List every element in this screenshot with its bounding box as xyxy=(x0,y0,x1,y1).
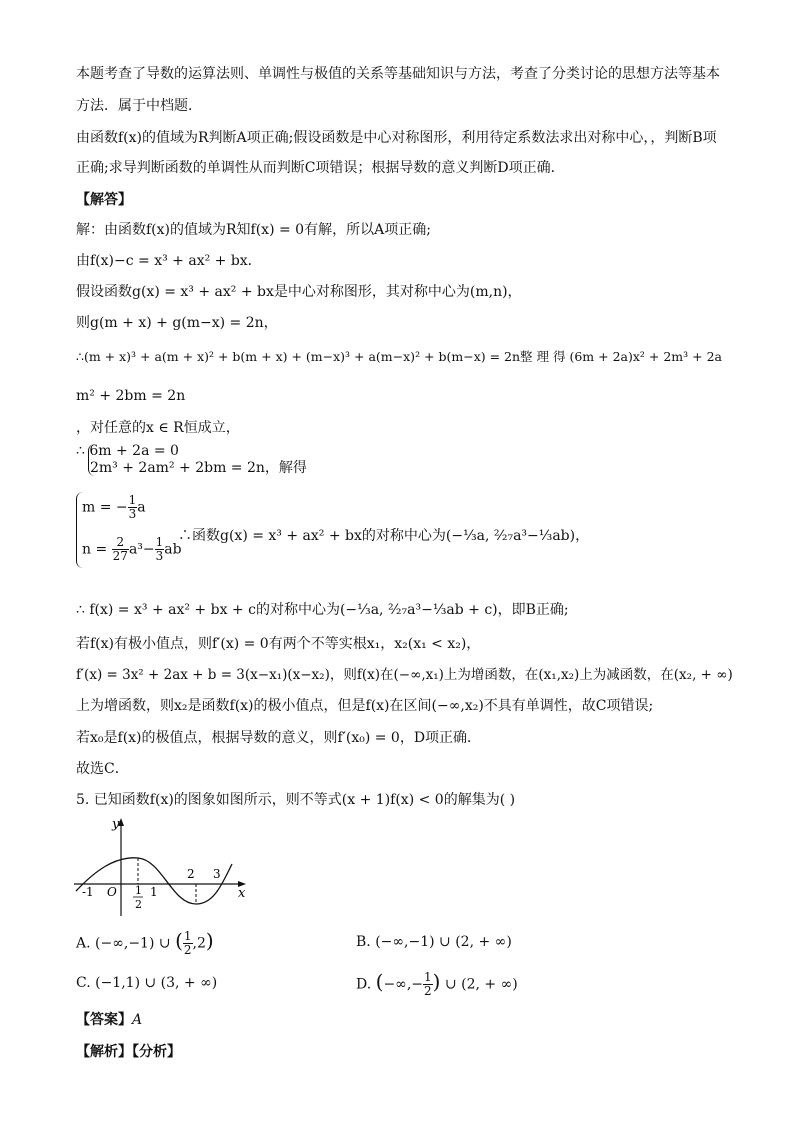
math-line: ∴ f(x) = x³ + ax² + bx + c的对称中心为(−⅓a, ²⁄₂₇a³−⅓ab + c)，即B正确; xyxy=(76,602,569,618)
answer-line xyxy=(76,1010,142,1030)
solution-n-lhs: n = xyxy=(82,541,108,558)
system-row-2: 2m³ + 2am² + 2bm = 2n xyxy=(90,460,265,476)
math-line: 则g(m + x) + g(m−x) = 2n， xyxy=(76,315,278,331)
answer-value: A xyxy=(132,1012,143,1028)
y-label: y xyxy=(112,817,120,832)
option-d[interactable]: D. (−∞,− $\frac{1}{2}$ ) ∪ (2, + ∞) xyxy=(356,969,518,998)
math-line: 上为增函数，则x₂是函数f(x)的极小值点，但是f(x)在区间(−∞,x₂)不具有单调性，故C项错误; xyxy=(76,698,654,714)
text-line: ，对任意的x ∈ R恒成立， xyxy=(76,420,240,436)
math-line: 由f(x)−c = x³ + ax² + bx． xyxy=(76,253,262,269)
symmetry-center-line: ∴函数g(x) = x³ + ax² + bx的对称中心为(−⅓a, ²⁄₂₇a³−⅓ab)， xyxy=(178,528,590,544)
system-tail: ，解得 xyxy=(264,460,307,476)
option-b[interactable]: B. (−∞,−1) ∪ (2, + ∞) xyxy=(356,934,512,950)
origin-label: O xyxy=(107,885,117,899)
system-brace xyxy=(88,444,95,476)
math-line: 若x₀是f(x)的极值点，根据导数的意义，则f′(x₀) = 0，D项正确． xyxy=(76,730,482,746)
option-d-label: D. xyxy=(356,976,372,993)
text-line: 解：由函数f(x)的值域为R知f(x) = 0有解，所以A项正确; xyxy=(76,222,431,238)
text-line: 本题考查了导数的运算法则、单调性与极值的关系等基础知识与方法，考查了分类讨论的思想方法等基本 xyxy=(76,66,720,82)
math-line: m² + 2bm = 2n xyxy=(76,388,186,404)
option-c[interactable]: C. (−1,1) ∪ (3, + ∞) xyxy=(76,975,218,991)
tick-label: 2 xyxy=(135,898,142,911)
solution-m-lhs: m = − xyxy=(82,499,128,516)
solution-m-rhs: a xyxy=(137,499,146,516)
tick-label: 1 xyxy=(135,884,142,897)
answer-label: 【答案】 xyxy=(76,1012,132,1028)
fraction: $\frac{1}{2}$ xyxy=(183,929,192,957)
math-line: ∴(m + x)³ + a(m + x)² + b(m + x) + (m−x)³ + a(m−x)² + b(m−x) = 2n整 理 得 (6m + 2a)x² + 2m³ + 2a xyxy=(76,349,722,364)
option-a-tail: ,2 xyxy=(192,935,206,952)
option-d-inner: −∞,− xyxy=(383,976,424,993)
fraction: $\frac{1}{2}$ xyxy=(424,970,432,998)
function-graph xyxy=(74,812,254,916)
equation-system xyxy=(76,443,307,477)
option-d-tail: ∪ (2, + ∞) xyxy=(444,976,518,993)
fraction: $\frac{1}{3}$ xyxy=(128,493,137,521)
fraction: $\frac{2}{27}$ xyxy=(112,535,128,563)
option-a[interactable]: A. (−∞,−1) ∪ ( $\frac{1}{2}$ ,2) xyxy=(76,928,214,957)
text-line: 故选C． xyxy=(76,761,129,777)
option-a-text: A. (−∞,−1) ∪ xyxy=(76,935,171,952)
solution-n xyxy=(82,536,182,563)
solution-m xyxy=(82,494,146,521)
question-5: 5. 已知函数f(x)的图象如图所示，则不等式(x + 1)f(x) < 0的解集为( ) xyxy=(76,792,516,808)
solution-n-rhs: ab xyxy=(164,541,182,558)
system-row-1: ∴ 6m + 2a = 0 xyxy=(76,443,179,459)
solution-n-mid: a³− xyxy=(128,541,155,558)
tick-label: -1 xyxy=(82,885,94,899)
math-line: 若f(x)有极小值点，则f′(x) = 0有两个不等实根x₁，x₂(x₁ < x₂)， xyxy=(76,636,481,652)
math-line: f′(x) = 3x² + 2ax + b = 3(x−x₁)(x−x₂)，则f(x)在(−∞,x₁)上为增函数，在(x₁,x₂)上为减函数，在(x₂, + ∞) xyxy=(76,667,733,683)
x-label: x xyxy=(238,886,246,901)
text-line: 正确;求导判断函数的单调性从而判断C项错误；根据导数的意义判断D项正确． xyxy=(76,160,565,176)
tick-label: 2 xyxy=(187,867,195,881)
tick-label: 3 xyxy=(213,867,221,881)
tick-label: 1 xyxy=(150,885,158,899)
fraction: $\frac{1}{3}$ xyxy=(155,535,164,563)
section-heading: 【解答】 xyxy=(76,192,132,208)
text-line: 方法．属于中档题． xyxy=(76,98,202,114)
math-line: 假设函数g(x) = x³ + ax² + bx是中心对称图形，其对称中心为(m,n)， xyxy=(76,284,522,300)
text-line: 由函数f(x)的值域为R判断A项正确;假设函数是中心对称图形，利用待定系数法求出对称中心，，判断B项 xyxy=(76,130,717,146)
analysis-heading: 【解析】【分析】 xyxy=(76,1044,181,1060)
